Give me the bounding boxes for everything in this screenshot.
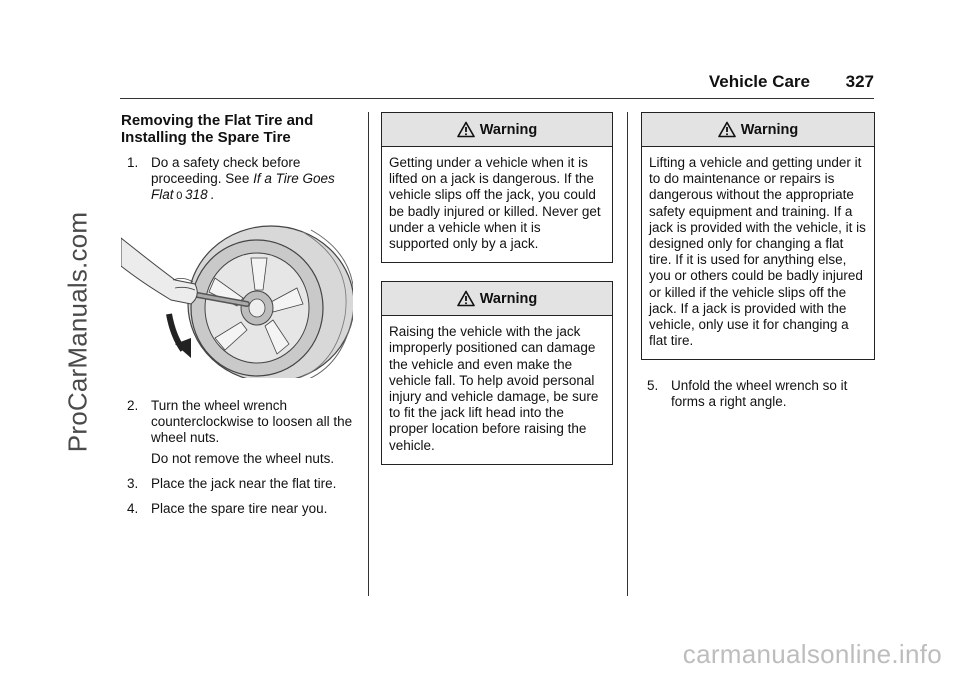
step-text	[151, 155, 353, 204]
step-number: 4.	[127, 501, 139, 516]
warning-triangle-icon	[457, 290, 475, 307]
warning-text: Raising the vehicle with the jack improperly positioned can damage the vehicle and even make the vehicle fall. To help avoid personal injury and vehicle damage, be sure to fit the jack lift head into the proper location before raising the vehicle.	[389, 324, 599, 453]
step-1-end: .	[210, 187, 215, 202]
cross-reference-page[interactable]: 318	[185, 187, 208, 202]
column-2	[381, 112, 613, 483]
warning-header	[382, 113, 612, 147]
footer-watermark: carmanualsonline.info	[682, 639, 942, 669]
side-watermark: ProCarManuals.com	[62, 211, 93, 453]
step-number: 3.	[127, 476, 139, 491]
wheel-nut-illustration	[121, 218, 353, 378]
warning-box	[381, 112, 613, 263]
warning-triangle-icon	[457, 121, 475, 138]
step-text: Unfold the wheel wrench so it forms a right angle.	[671, 378, 848, 410]
step-text: Turn the wheel wrench counterclockwise to loosen all the wheel nuts.	[151, 398, 353, 445]
warning-heading: Warning	[740, 121, 799, 138]
warning-header	[382, 282, 612, 316]
column-1	[121, 112, 353, 522]
page-number: 327	[845, 72, 874, 91]
step-4	[121, 501, 353, 517]
header-section-title: Vehicle Care	[708, 72, 810, 91]
step-5	[641, 378, 875, 410]
step-3	[121, 476, 353, 492]
column-3	[641, 112, 875, 415]
warning-triangle-icon	[718, 121, 736, 138]
warning-text: Getting under a vehicle when it is lifted on a jack is dangerous. If the vehicle slips off the jack, you could be badly injured or killed. Never get under a vehicle when it is supported only by a jack.	[389, 155, 601, 252]
step-2	[121, 398, 353, 446]
warning-heading: Warning	[479, 290, 538, 307]
page-header	[120, 72, 874, 99]
step-text: Place the jack near the flat tire.	[151, 476, 337, 491]
step-number: 2.	[127, 398, 139, 413]
warning-text: Lifting a vehicle and getting under it to do maintenance or repairs is dangerous without the appropriate safety equipment and training. If a jack is provided with the vehicle, it is designed only for changing a flat tire. If it is used for anything else, you or others could be badly injured or killed if the vehicle slips off the jack. If a jack is provided with the vehicle, only use it for changing a flat tire.	[649, 155, 866, 349]
step-1-text: Do a safety check before proceeding. See	[151, 155, 301, 186]
page-ref-arrow-icon: 0	[176, 190, 183, 202]
warning-box	[381, 281, 613, 465]
section-title: Removing the Flat Tire and Installing the Spare Tire	[121, 112, 314, 146]
step-1	[121, 155, 353, 204]
warning-heading: Warning	[479, 121, 538, 138]
step-number: 5.	[647, 378, 659, 394]
column-divider	[368, 112, 369, 596]
warning-header	[642, 113, 874, 147]
step-text: Place the spare tire near you.	[151, 501, 328, 516]
step-number: 1.	[127, 155, 139, 170]
column-divider	[627, 112, 628, 596]
step-2-note: Do not remove the wheel nuts.	[151, 451, 335, 466]
warning-box	[641, 112, 875, 360]
cross-reference-link[interactable]: If a Tire Goes Flat	[151, 171, 335, 202]
